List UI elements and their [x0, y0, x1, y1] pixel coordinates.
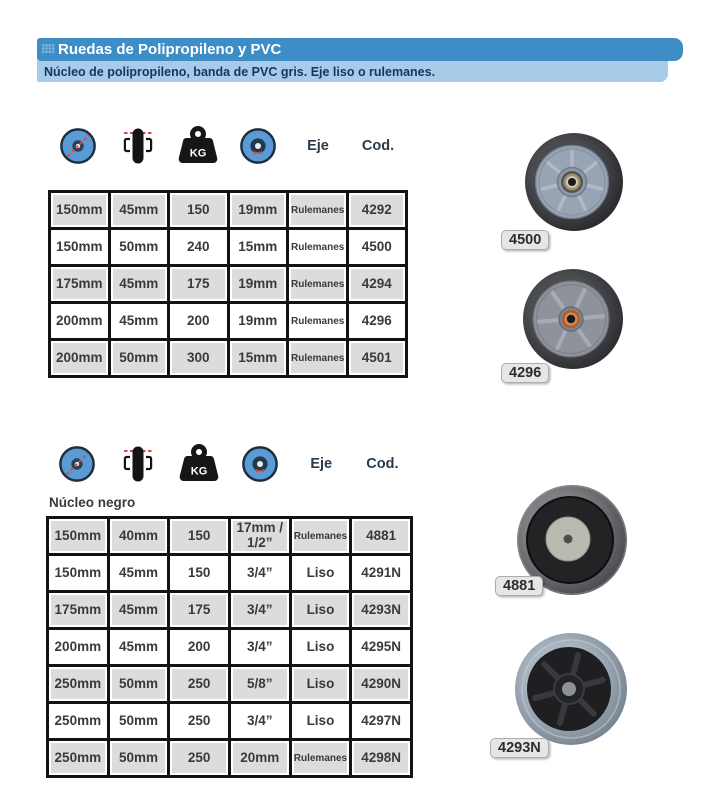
table-row	[48, 666, 412, 703]
table-cell: 200	[169, 303, 229, 340]
column-header-eje: Eje	[310, 456, 333, 472]
table-row	[48, 592, 412, 629]
table-cell: 150	[169, 555, 230, 592]
table-cell: 4290N	[351, 666, 412, 703]
table-cell: 4295N	[351, 629, 412, 666]
table-cell: 150mm	[48, 555, 109, 592]
wheel-width-icon	[118, 443, 158, 485]
grid-icon	[42, 44, 55, 55]
table-cell: Liso	[290, 555, 351, 592]
table-cell: Liso	[290, 666, 351, 703]
table-cell: 175mm	[50, 266, 110, 303]
table-row	[50, 229, 407, 266]
table-cell: 4298N	[351, 740, 412, 777]
table-row	[48, 518, 412, 555]
table-row	[48, 740, 412, 777]
table-cell: 3/4”	[229, 703, 290, 740]
table-cell: 17mm / 1/2”	[229, 518, 290, 555]
table-cell: 4297N	[351, 703, 412, 740]
table-cell: 15mm	[228, 229, 288, 266]
table-row	[50, 303, 407, 340]
spec-columns-header-2	[46, 436, 413, 492]
spec-table-pvc-gray	[48, 190, 408, 378]
table-cell: 175mm	[48, 592, 109, 629]
table-cell: 250mm	[48, 703, 109, 740]
table-cell: 20mm	[229, 740, 290, 777]
subtitle-bar	[37, 61, 668, 82]
table-cell: 15mm	[228, 340, 288, 377]
table-row	[50, 266, 407, 303]
bore-diameter-icon	[241, 444, 279, 484]
table-cell: 250	[169, 703, 230, 740]
table-cell: 150	[169, 192, 229, 229]
table-row	[50, 340, 407, 377]
title-bar	[37, 38, 683, 61]
table-cell: 250	[169, 666, 230, 703]
table-cell: 4296	[347, 303, 407, 340]
page-subtitle: Núcleo de polipropileno, banda de PVC gris. Eje liso o rulemanes.	[44, 64, 436, 79]
table-note-nucleo-negro: Núcleo negro	[49, 495, 136, 510]
table-cell: 240	[169, 229, 229, 266]
spec-table-black-core	[46, 516, 413, 778]
kg-icon-label: KG	[189, 147, 207, 160]
spec-columns-header-1	[48, 118, 408, 174]
table-cell: 3/4”	[229, 555, 290, 592]
wheel-diameter-icon	[58, 444, 96, 484]
table-cell: 45mm	[108, 592, 169, 629]
table-row	[48, 555, 412, 592]
table-cell: Rulemanes	[290, 740, 351, 777]
product-photo-wheel-4296	[522, 268, 624, 370]
table-cell: 45mm	[109, 192, 169, 229]
column-header-eje: Eje	[307, 138, 329, 154]
table-cell: 4294	[347, 266, 407, 303]
table-cell: Liso	[290, 629, 351, 666]
table-cell: 200mm	[50, 340, 110, 377]
table-cell: Rulemanes	[288, 340, 348, 377]
table-cell: 175	[169, 592, 230, 629]
table-cell: 150mm	[50, 229, 110, 266]
table-cell: Liso	[290, 703, 351, 740]
table-row	[48, 703, 412, 740]
table-cell: 50mm	[108, 740, 169, 777]
table-cell: 5/8”	[229, 666, 290, 703]
table-cell: 175	[169, 266, 229, 303]
table-cell: 45mm	[109, 266, 169, 303]
load-capacity-kg-icon	[175, 125, 221, 167]
table-cell: 4500	[347, 229, 407, 266]
table-cell: 200mm	[48, 629, 109, 666]
page-title: Ruedas de Polipropileno y PVC	[58, 41, 282, 58]
product-photo-wheel-4293N	[514, 632, 628, 746]
table-cell: 40mm	[108, 518, 169, 555]
table-cell: 45mm	[109, 303, 169, 340]
wheel-diameter-icon	[59, 126, 97, 166]
table-cell: Liso	[290, 592, 351, 629]
table-cell: 200	[169, 629, 230, 666]
product-photo-wheel-4500	[524, 132, 624, 232]
product-code-badge: 4296	[501, 363, 549, 383]
kg-icon-label: KG	[190, 465, 208, 478]
product-code-badge: 4293N	[490, 738, 549, 758]
table-cell: 150mm	[50, 192, 110, 229]
table-cell: 19mm	[228, 266, 288, 303]
product-code-badge: 4500	[501, 230, 549, 250]
table-cell: Rulemanes	[290, 518, 351, 555]
table-cell: 250	[169, 740, 230, 777]
table-cell: 50mm	[108, 666, 169, 703]
table-cell: 50mm	[109, 340, 169, 377]
table-cell: 200mm	[50, 303, 110, 340]
table-cell: 45mm	[108, 629, 169, 666]
column-header-cod: Cod.	[361, 138, 395, 154]
table-cell: Rulemanes	[288, 229, 348, 266]
table-cell: 150mm	[48, 518, 109, 555]
table-cell: 4291N	[351, 555, 412, 592]
table-cell: 45mm	[108, 555, 169, 592]
table-cell: 19mm	[228, 303, 288, 340]
table-cell: 250mm	[48, 666, 109, 703]
table-cell: 250mm	[48, 740, 109, 777]
table-cell: 3/4”	[229, 592, 290, 629]
table-cell: 3/4”	[229, 629, 290, 666]
table-cell: 4293N	[351, 592, 412, 629]
product-code-badge: 4881	[495, 576, 543, 596]
table-cell: 4292	[347, 192, 407, 229]
table-cell: Rulemanes	[288, 303, 348, 340]
column-header-cod: Cod.	[366, 456, 399, 472]
table-cell: Rulemanes	[288, 266, 348, 303]
table-cell: Rulemanes	[288, 192, 348, 229]
table-cell: 150	[169, 518, 230, 555]
table-cell: 50mm	[109, 229, 169, 266]
table-cell: 19mm	[228, 192, 288, 229]
table-cell: 300	[169, 340, 229, 377]
table-cell: 50mm	[108, 703, 169, 740]
load-capacity-kg-icon	[176, 443, 222, 485]
bore-diameter-icon	[239, 126, 277, 166]
wheel-width-icon	[118, 125, 158, 167]
table-cell: 4501	[347, 340, 407, 377]
table-cell: 4881	[351, 518, 412, 555]
table-row	[50, 192, 407, 229]
table-row	[48, 629, 412, 666]
